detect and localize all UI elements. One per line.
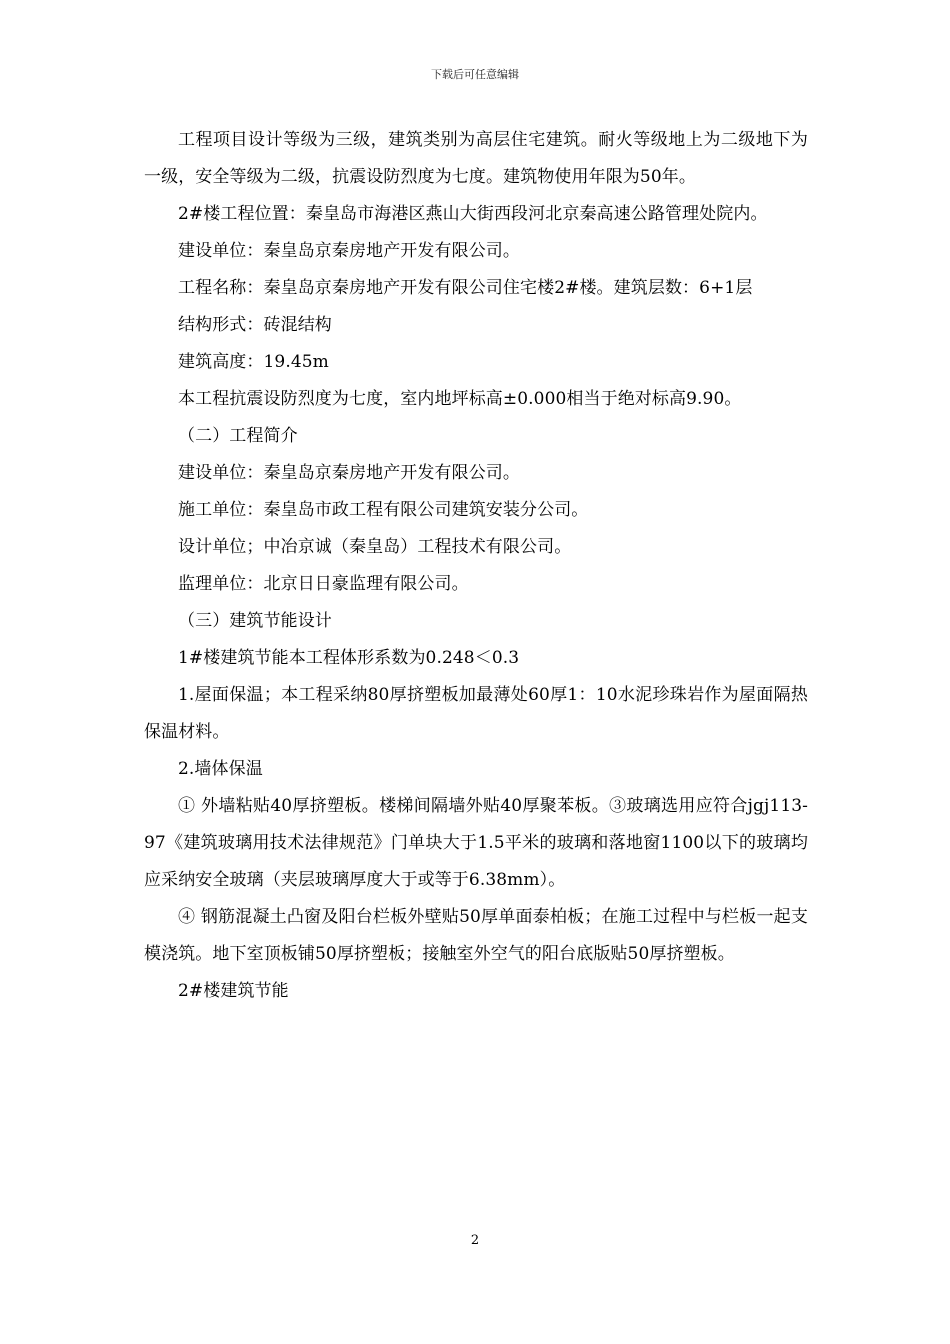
section-heading-project-intro: （二）工程简介 bbox=[178, 426, 298, 446]
paragraph-contractor: 施工单位：秦皇岛市政工程有限公司建筑安装分公司。 bbox=[178, 500, 589, 520]
paragraph-location: 2#楼工程位置：秦皇岛市海港区燕山大街西段河北京秦高速公路管理处院内。 bbox=[178, 204, 768, 224]
paragraph-exterior-wall: ① 外墙粘贴40厚挤塑板。楼梯间隔墙外贴40厚聚苯板。③玻璃选用应符合jgj113-97《建筑玻璃用技术法律规范》门单块大于1.5平米的玻璃和落地窗1100以下的玻璃均应采纳安全玻璃（夹层玻璃厚度大于或等于6.38mm）。 bbox=[144, 796, 808, 890]
section-heading-energy-design: （三）建筑节能设计 bbox=[178, 611, 332, 631]
paragraph-designer: 设计单位；中冶京诚（秦皇岛）工程技术有限公司。 bbox=[178, 537, 572, 557]
paragraph-supervisor: 监理单位：北京日日豪监理有限公司。 bbox=[178, 574, 469, 594]
paragraph-design-grade: 工程项目设计等级为三级，建筑类别为高层住宅建筑。耐火等级地上为二级地下为一级，安全等级为二级，抗震设防烈度为七度。建筑物使用年限为50年。 bbox=[144, 130, 808, 187]
paragraph-roof-insulation: 1.屋面保温；本工程采纳80厚挤塑板加最薄处60厚1：10水泥珍珠岩作为屋面隔热保温材料。 bbox=[144, 685, 808, 742]
paragraph-building2-energy: 2#楼建筑节能 bbox=[178, 981, 289, 1001]
paragraph-owner: 建设单位：秦皇岛京秦房地产开发有限公司。 bbox=[178, 463, 520, 483]
paragraph-seismic: 本工程抗震设防烈度为七度，室内地坪标高±0.000相当于绝对标高9.90。 bbox=[178, 389, 742, 409]
paragraph-project-name: 工程名称：秦皇岛京秦房地产开发有限公司住宅楼2#楼。建筑层数：6+1层 bbox=[178, 278, 753, 298]
document-body bbox=[144, 122, 808, 1010]
paragraph-wall-insulation-heading: 2.墙体保温 bbox=[178, 759, 263, 779]
paragraph-structure-type: 结构形式：砖混结构 bbox=[178, 315, 332, 335]
paragraph-building-height: 建筑高度：19.45m bbox=[178, 352, 329, 372]
page-header: 下载后可任意编辑 bbox=[431, 68, 519, 81]
paragraph-construction-unit: 建设单位：秦皇岛京秦房地产开发有限公司。 bbox=[178, 241, 520, 261]
paragraph-building1-energy: 1#楼建筑节能本工程体形系数为0.248＜0.3 bbox=[178, 648, 520, 668]
paragraph-bay-window: ④ 钢筋混凝土凸窗及阳台栏板外壁贴50厚单面泰柏板；在施工过程中与栏板一起支模浇筑。地下室顶板铺50厚挤塑板；接触室外空气的阳台底版贴50厚挤塑板。 bbox=[144, 907, 808, 964]
page-number: 2 bbox=[470, 1233, 480, 1248]
